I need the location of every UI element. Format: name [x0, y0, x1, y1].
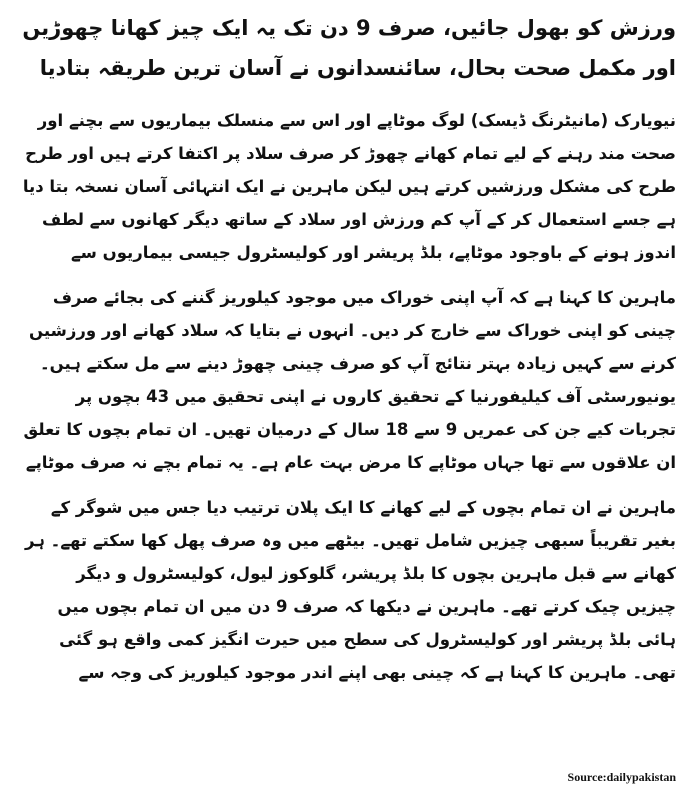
article-paragraph-1: نیویارک (مانیٹرنگ ڈیسک) لوگ موٹاپے اور اس سے منسلک بیماریوں سے بچنے اور صحت مند رہنے کے لیے تمام کھانے چھوڑ کر صرف سلاد پر اکتفا کرتے ہیں اور طرح طرح کی مشکل ورزشیں کرتے ہیں لیکن ماہرین نے ایک انتہائی آسان نسخہ بتا دیا ہے جسے استعمال کر کے آپ کم ورزش اور سلاد کے ساتھ دیگر کھانوں سے لطف اندوز ہونے کے باوجود موٹاپے، بلڈ پریشر اور کولیسٹرول جیسی بیماریوں سے: [22, 111, 676, 262]
article-paragraph-2: ماہرین کا کہنا ہے کہ آپ اپنی خوراک میں موجود کیلوریز گننے کی بجائے صرف چینی کو اپنی خوراک سے خارج کر دیں۔ انہوں نے بتایا کہ سلاد کھانے اور ورزشیں کرنے سے کہیں زیادہ بہتر نتائج آپ کو صرف چینی چھوڑ دینے سے مل سکتے ہیں۔ یونیورسٹی آف کیلیفورنیا کے تحقیق کاروں نے اپنی تحقیق میں 43 بچوں پر تجربات کیے جن کی عمریں 9 سے 18 سال کے درمیان تھیں۔ ان تمام بچوں کا تعلق ان علاقوں سے تھا جہاں موٹاپے کا مرض بہت عام ہے۔ یہ تمام بچے نہ صرف موٹاپے: [23, 288, 676, 472]
article-paragraph-3: ماہرین نے ان تمام بچوں کے لیے کھانے کا ایک پلان ترتیب دیا جس میں شوگر کے بغیر تقریباً سبھی چیزیں شامل تھیں۔ بیٹھے میں وہ صرف پھل کھا سکتے تھے۔ ہر کھانے سے قبل ماہرین بچوں کا بلڈ پریشر، گلوکوز لیول، کولیسٹرول و دیگر چیزیں چیک کرتے تھے۔ ماہرین نے دیکھا کہ صرف 9 دن میں ان تمام بچوں میں ہائی بلڈ پریشر اور کولیسٹرول کی سطح میں حیرت انگیز کمی واقع ہو گئی تھی۔ ماہرین کا کہنا ہے کہ چینی بھی اپنے اندر موجود کیلوریز کی وجہ سے: [25, 498, 676, 682]
source-credit: Source:dailypakistan: [567, 770, 676, 784]
article-headline: ورزش کو بھول جائیں، صرف 9 دن تک یہ ایک چیز کھانا چھوڑیں اور مکمل صحت بحال، سائنسدانوں نے آسان ترین طریقہ بتادیا: [22, 16, 676, 80]
